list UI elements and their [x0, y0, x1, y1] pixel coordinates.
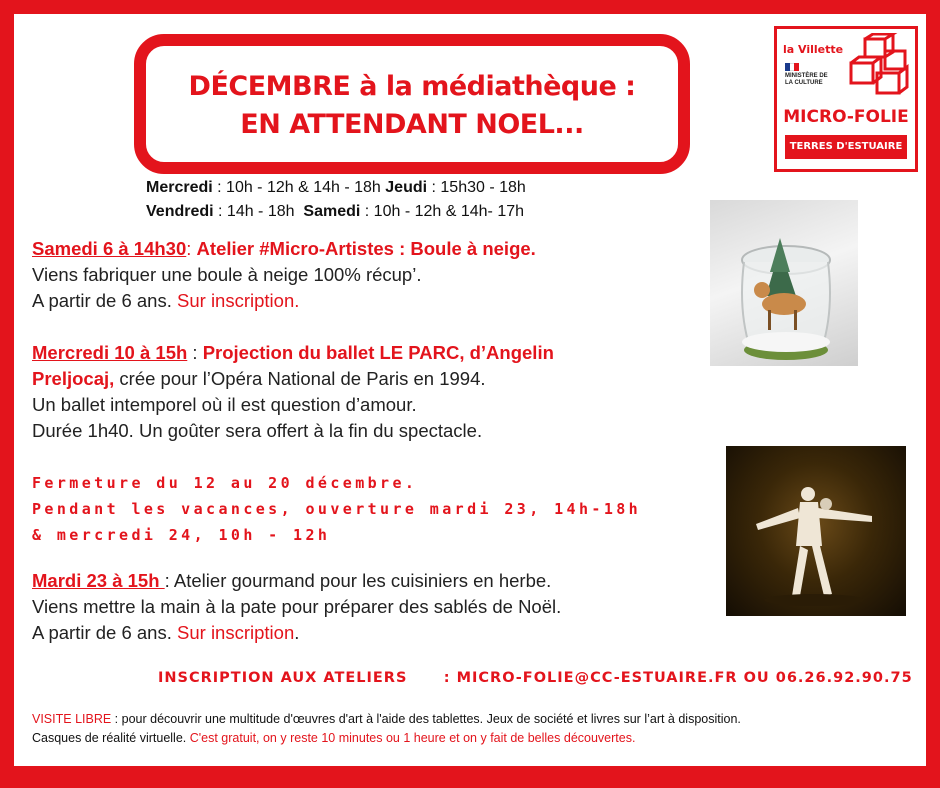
event2-line-1: [32, 340, 554, 366]
event-cooking: [32, 568, 561, 646]
footer-line-2: [32, 729, 922, 748]
event2-title-cont: Preljocaj,: [32, 368, 115, 389]
event1-registration: Sur inscription.: [177, 290, 300, 311]
event1-separator: :: [186, 238, 197, 259]
event2-line-4: Durée 1h40. Un goûter sera offert à la fin du spectacle.: [32, 420, 483, 441]
event2-date: Mercredi 10 à 15h: [32, 342, 188, 363]
registration-contact: [158, 670, 913, 686]
event3-title: : Atelier gourmand pour les cuisiniers en herbe.: [164, 570, 552, 591]
title-box: [134, 34, 690, 174]
event-ballet: [32, 340, 554, 444]
ministry-label: MINISTÈRE DE LA CULTURE: [785, 73, 828, 86]
event1-title: Atelier #Micro-Artistes : Boule à neige.: [196, 238, 536, 259]
event3-registration: Sur inscription: [177, 622, 295, 643]
villette-logo-text: la Villette: [783, 43, 844, 56]
snow-globe-illustration: [710, 200, 858, 366]
opening-hours: [146, 176, 526, 224]
footer-text-2: Casques de réalité virtuelle.: [32, 731, 190, 745]
title-line-1: DÉCEMBRE à la médiathèque :: [188, 71, 636, 102]
registration-label: INSCRIPTION AUX ATELIERS: [158, 670, 408, 686]
event3-period: .: [294, 622, 300, 643]
closure-notice: [32, 470, 641, 548]
event2-title: Projection du ballet LE PARC, d’Angelin: [202, 342, 554, 363]
vendredi-hours: : 14h - 18h: [213, 203, 299, 220]
footer-free-visit: [32, 710, 922, 748]
event2-separator: :: [187, 342, 203, 363]
title-line-2: EN ATTENDANT NOEL...: [240, 109, 584, 140]
hours-line-2: [146, 200, 526, 224]
event1-date: Samedi 6 à 14h30: [32, 238, 187, 259]
footer-text-2-red: C'est gratuit, on y reste 10 minutes ou 1 heure et on y fait de belles découvertes.: [189, 731, 636, 745]
mercredi-label: Mercredi: [146, 179, 213, 196]
micro-folie-logo: [774, 26, 918, 172]
poster-panel: [14, 14, 926, 766]
registration-contact-info: : MICRO-FOLIE@CC-ESTUAIRE.FR OU 06.26.92.90.75: [443, 670, 913, 686]
terres-estuaire-label: TERRES D'ESTUAIRE: [785, 135, 907, 159]
samedi-hours: : 10h - 12h & 14h- 17h: [360, 203, 525, 220]
hours-line-1: [146, 176, 526, 200]
event1-line-3: [32, 288, 536, 314]
event-snow-globe: [32, 236, 536, 314]
event1-age: A partir de 6 ans.: [32, 290, 178, 311]
vendredi-label: Vendredi: [146, 203, 214, 220]
event2-line-2: [32, 366, 554, 392]
jeudi-hours: : 15h30 - 18h: [427, 179, 526, 196]
closure-line-1: Fermeture du 12 au 20 décembre.: [32, 474, 418, 492]
jeudi-label: Jeudi: [385, 179, 428, 196]
cubes-icon: [841, 33, 911, 99]
event3-line-1: [32, 568, 561, 594]
closure-line-2: Pendant les vacances, ouverture mardi 23, 14h-18h: [32, 500, 642, 518]
ballet-photo: [726, 446, 906, 616]
event3-line-2: Viens mettre la main à la pate pour préparer des sablés de Noël.: [32, 596, 562, 617]
visite-libre-label: VISITE LIBRE: [32, 712, 112, 726]
event3-age: A partir de 6 ans.: [32, 622, 178, 643]
footer-text-1: : pour découvrir une multitude d'œuvres d'art à l'aide des tablettes. Jeux de société et livres sur l’art à disposition.: [111, 712, 741, 726]
footer-line-1: [32, 710, 922, 729]
event1-line-1: [32, 236, 536, 262]
snow-globe-photo: [710, 200, 858, 366]
event3-line-3: [32, 620, 561, 646]
closure-line-3: & mercredi 24, 10h - 12h: [32, 526, 331, 544]
dancers-illustration: [726, 446, 906, 616]
mercredi-hours: : 10h - 12h & 14h - 18h: [212, 179, 386, 196]
event3-date: Mardi 23 à 15h: [32, 570, 165, 591]
event2-line-3: Un ballet intemporel où il est question d’amour.: [32, 394, 417, 415]
micro-folie-label: MICRO-FOLIE: [783, 107, 909, 127]
samedi-label: Samedi: [303, 203, 361, 220]
event2-line2-rest: crée pour l’Opéra National de Paris en 1994.: [114, 368, 486, 389]
french-flag-icon: [785, 63, 799, 71]
event1-line-2: Viens fabriquer une boule à neige 100% récup’.: [32, 264, 422, 285]
